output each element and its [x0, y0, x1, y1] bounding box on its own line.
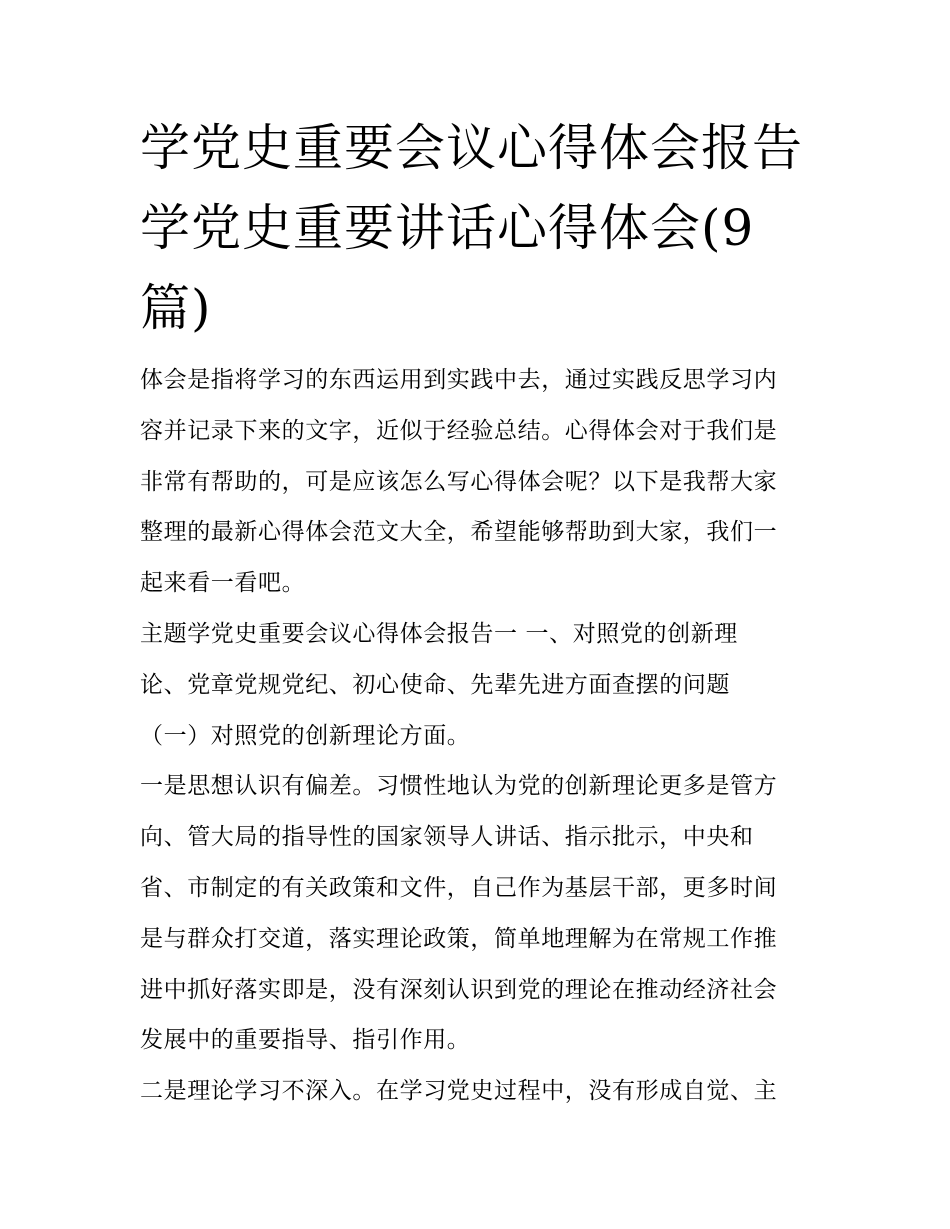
- title-line: 篇): [140, 279, 212, 337]
- text-line: 体会是指将学习的东西运用到实践中去，通过实践反思学习内: [140, 367, 778, 393]
- text-line: 容并记录下来的文字，近似于经验总结。心得体会对于我们是: [140, 417, 778, 444]
- text-line: 是与群众打交道，落实理论政策，简单地理解为在常规工作推: [140, 925, 778, 952]
- text-line: 起来看一看吧。: [140, 570, 306, 597]
- text-line: 二是理论学习不深入。在学习党史过程中，没有形成自觉、主: [140, 1078, 778, 1105]
- document-title: [140, 108, 820, 348]
- text-line: 整理的最新心得体会范文大全，希望能够帮助到大家，我们一: [140, 519, 778, 546]
- text-line: 省、市制定的有关政策和文件，自己作为基层干部，更多时间: [140, 874, 778, 901]
- point-two-paragraph: [140, 1066, 820, 1117]
- title-line: 学党史重要讲话心得体会(9: [140, 199, 755, 257]
- text-line: 向、管大局的指导性的国家领导人讲话、指示批示，中央和: [140, 824, 754, 851]
- title-line: 学党史重要会议心得体会报告: [140, 119, 803, 177]
- text-line: （一）对照党的创新理论方面。: [140, 722, 471, 749]
- text-line: 发展中的重要指导、指引作用。: [140, 1027, 471, 1054]
- document-body: [140, 355, 820, 1117]
- text-line: 主题学党史重要会议心得体会报告一 一、对照党的创新理: [140, 620, 738, 647]
- text-line: 进中抓好落实即是，没有深刻认识到党的理论在推动经济社会: [140, 976, 778, 1003]
- text-line: 非常有帮助的，可是应该怎么写心得体会呢？以下是我帮大家: [140, 468, 778, 495]
- intro-paragraph: [140, 355, 820, 609]
- text-line: 一是思想认识有偏差。习惯性地认为党的创新理论更多是管方: [140, 773, 778, 800]
- text-line: 论、党章党规党纪、初心使命、先辈先进方面查摆的问题: [140, 671, 730, 698]
- section-heading-paragraph: [140, 609, 820, 761]
- point-one-paragraph: [140, 761, 820, 1066]
